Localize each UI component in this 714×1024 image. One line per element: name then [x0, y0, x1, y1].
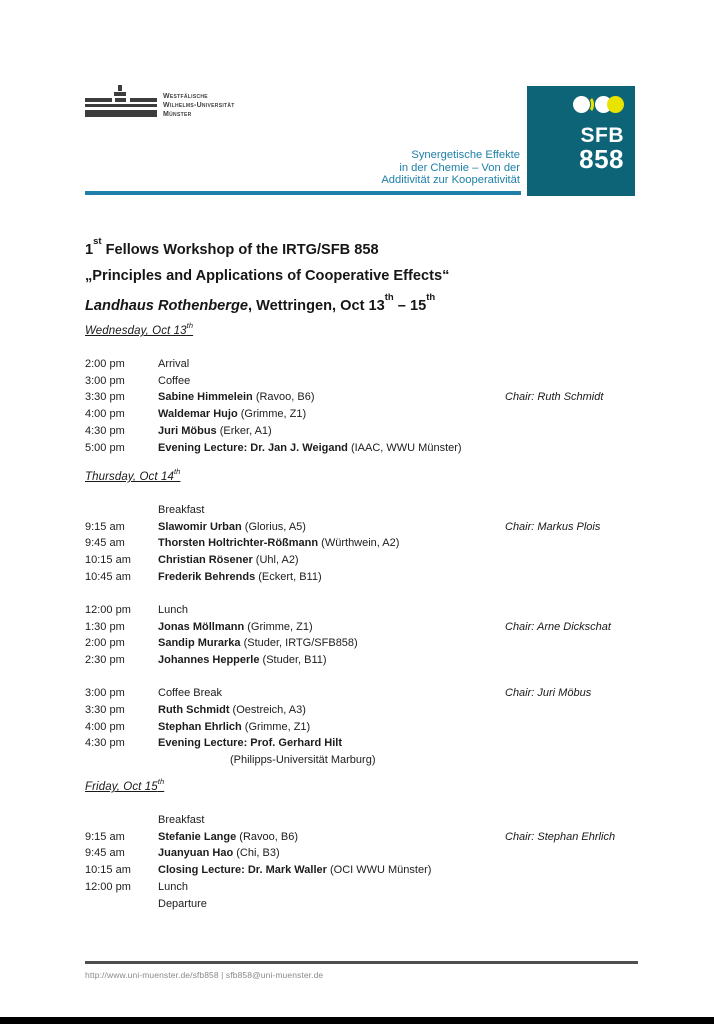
- activity-label: Lunch: [158, 881, 188, 894]
- speaker-name: Sandip Murarka: [158, 637, 241, 650]
- activity-cell: [158, 389, 505, 406]
- time-cell: 12:00 pm: [85, 603, 131, 616]
- activity-cell: [158, 406, 505, 423]
- time-cell: 3:00 pm: [85, 374, 125, 387]
- speaker-detail: (Studer, IRTG/SFB858): [240, 637, 358, 650]
- speaker-detail: (IAAC, WWU Münster): [347, 441, 462, 454]
- chair-cell: [505, 845, 657, 862]
- sfb-circles-icon: [527, 95, 624, 114]
- time-cell: 9:15 am: [85, 830, 125, 843]
- speaker-name: Evening Lecture: Prof. Gerhard Hilt: [158, 737, 342, 750]
- schedule-block: [85, 812, 657, 913]
- activity-label: Arrival: [158, 357, 190, 370]
- time-cell: 4:00 pm: [85, 720, 125, 733]
- activity-label: Coffee: [158, 374, 191, 387]
- activity-label: Breakfast: [158, 813, 205, 826]
- speaker-name: Stephan Ehrlich: [158, 720, 242, 733]
- activity-cell: [158, 735, 505, 752]
- activity-label: Departure: [158, 897, 207, 910]
- time-cell: 9:15 am: [85, 520, 125, 533]
- speaker-name: Juri Möbus: [158, 425, 217, 438]
- university-name-line: Westfälische: [163, 93, 208, 100]
- schedule-row: [85, 812, 657, 829]
- activity-cell: [158, 373, 505, 390]
- activity-cell: [158, 519, 505, 536]
- time-cell: 2:30 pm: [85, 654, 125, 667]
- time-cell: 10:45 am: [85, 571, 131, 584]
- chair-cell: [505, 719, 657, 736]
- speaker-name: Waldemar Hujo: [158, 408, 238, 421]
- chair-cell: [505, 812, 657, 829]
- activity-cell: [158, 862, 505, 879]
- time-cell: 9:45 am: [85, 847, 125, 860]
- activity-cell: [158, 812, 505, 829]
- time-cell: [85, 812, 158, 829]
- speaker-detail: (Grimme, Z1): [237, 408, 307, 421]
- chair-cell: [505, 440, 657, 457]
- sfb-tagline: [381, 149, 520, 187]
- activity-label: (Philipps-Universität Marburg): [230, 754, 376, 767]
- day-schedule: [85, 356, 657, 457]
- time-cell: 2:00 pm: [85, 357, 125, 370]
- chair-cell: Chair: Ruth Schmidt: [505, 391, 604, 404]
- yellow-crescent-icon: [583, 96, 594, 113]
- schedule-day-thursday: [85, 468, 657, 769]
- speaker-name: Evening Lecture: Dr. Jan J. Weigand: [158, 441, 348, 454]
- schedule-row: [85, 685, 657, 702]
- activity-label: Breakfast: [158, 503, 205, 516]
- chair-cell: [505, 862, 657, 879]
- schedule-row: [85, 423, 657, 440]
- speaker-detail: (Ravoo, B6): [252, 391, 315, 404]
- schedule-row: [85, 602, 657, 619]
- page-bottom-edge: [0, 1017, 714, 1024]
- university-name: [163, 92, 235, 119]
- speaker-detail: (Eckert, B11): [255, 571, 322, 584]
- schedule-day-friday: [85, 778, 657, 913]
- activity-cell: [158, 423, 505, 440]
- schedule-row: [85, 879, 657, 896]
- schedule-row: [85, 619, 657, 636]
- speaker-name: Slawomir Urban: [158, 520, 242, 533]
- activity-cell: [158, 502, 505, 519]
- chair-cell: [505, 652, 657, 669]
- chair-cell: Chair: Arne Dickschat: [505, 620, 611, 633]
- activity-cell: [158, 752, 505, 769]
- chair-cell: [505, 879, 657, 896]
- schedule-row: [85, 356, 657, 373]
- time-cell: 3:30 pm: [85, 391, 125, 404]
- activity-label: Coffee Break: [158, 687, 223, 699]
- time-cell: [85, 752, 158, 769]
- speaker-detail: (OCI WWU Münster): [326, 864, 432, 877]
- speaker-name: Thorsten Holtrichter-Rößmann: [158, 537, 319, 550]
- speaker-name: Frederik Behrends: [158, 571, 256, 584]
- speaker-detail: (Ravoo, B6): [236, 830, 298, 843]
- yellow-circle-icon: [607, 96, 624, 113]
- tagline-line: Synergetische Effekte: [411, 149, 520, 161]
- schedule-row: [85, 719, 657, 736]
- chair-cell: [505, 569, 657, 586]
- time-cell: 3:00 pm: [85, 687, 125, 699]
- sfb-acronym: SFB: [580, 124, 624, 147]
- time-cell: 5:00 pm: [85, 441, 125, 454]
- title-line-3: Landhaus Rothenberge, Wettringen, Oct 13th – 15th: [85, 291, 436, 315]
- chair-cell: Chair: Juri Möbus: [505, 687, 592, 699]
- chair-cell: [505, 535, 657, 552]
- day-header: Wednesday, Oct 13th: [85, 321, 194, 337]
- time-cell: 2:00 pm: [85, 637, 125, 650]
- speaker-detail: (Chi, B3): [233, 847, 280, 860]
- venue-name: Landhaus Rothenberge: [85, 298, 248, 315]
- chair-cell: [505, 752, 657, 769]
- time-cell: 4:30 pm: [85, 737, 125, 750]
- chair-cell: [505, 896, 657, 913]
- schedule-block: [85, 502, 657, 586]
- schedule-block: [85, 602, 657, 669]
- activity-cell: [158, 829, 505, 846]
- activity-cell: [158, 535, 505, 552]
- university-logo: [85, 85, 157, 118]
- speaker-detail: (Grimme, Z1): [241, 720, 311, 733]
- schedule-row: [85, 569, 657, 586]
- schedule-row: [85, 896, 657, 913]
- title-line-2: „Principles and Applications of Cooperative Effects“: [85, 268, 450, 285]
- activity-cell: [158, 602, 505, 619]
- logo-bar-icon: [130, 98, 157, 102]
- speaker-name: Jonas Möllmann: [158, 620, 245, 633]
- activity-cell: [158, 702, 505, 719]
- logo-bar-icon: [85, 98, 112, 102]
- university-name-line: Münster: [163, 111, 192, 118]
- tagline-line: in der Chemie – Von der: [399, 161, 520, 174]
- schedule-row: [85, 502, 657, 519]
- day-schedule: [85, 502, 657, 769]
- speaker-name: Johannes Hepperle: [158, 654, 260, 667]
- schedule-row: [85, 389, 657, 406]
- schedule-row: [85, 552, 657, 569]
- activity-cell: [158, 635, 505, 652]
- university-name-line: Wilhelms-Universität: [163, 102, 235, 109]
- speaker-detail: (Würthwein, A2): [318, 537, 400, 550]
- activity-cell: [158, 652, 505, 669]
- activity-cell: [158, 552, 505, 569]
- speaker-detail: (Glorius, A5): [241, 520, 306, 533]
- chair-cell: [505, 356, 657, 373]
- activity-cell: [158, 896, 505, 913]
- logo-bar-icon: [85, 110, 157, 117]
- speaker-detail: (Studer, B11): [259, 654, 327, 667]
- speaker-name: Closing Lecture: Dr. Mark Waller: [158, 864, 327, 877]
- chair-cell: [505, 635, 657, 652]
- speaker-detail: (Uhl, A2): [252, 554, 299, 567]
- speaker-detail: (Erker, A1): [216, 425, 272, 438]
- activity-cell: [158, 356, 505, 373]
- day-header: Thursday, Oct 14th: [85, 467, 181, 483]
- schedule-row: [85, 373, 657, 390]
- time-cell: 1:30 pm: [85, 620, 125, 633]
- schedule-block: [85, 356, 657, 457]
- footer-divider: [85, 961, 638, 964]
- schedule-row: [85, 519, 657, 536]
- time-cell: 9:45 am: [85, 537, 125, 550]
- title-line-1: 1st Fellows Workshop of the IRTG/SFB 858: [85, 235, 379, 258]
- schedule-block: [85, 685, 657, 769]
- time-cell: 4:00 pm: [85, 408, 125, 421]
- activity-cell: [158, 685, 505, 702]
- time-cell: 4:30 pm: [85, 425, 125, 438]
- activity-cell: [158, 619, 505, 636]
- time-cell: [85, 502, 158, 519]
- logo-tower-icon: [118, 85, 122, 91]
- chair-cell: [505, 423, 657, 440]
- activity-cell: [158, 569, 505, 586]
- speaker-name: Christian Rösener: [158, 554, 253, 567]
- time-cell: 12:00 pm: [85, 881, 131, 894]
- chair-cell: [505, 735, 657, 752]
- schedule-row: [85, 702, 657, 719]
- chair-cell: [505, 502, 657, 519]
- chair-cell: Chair: Markus Plois: [505, 520, 601, 533]
- schedule-day-wednesday: [85, 322, 657, 457]
- speaker-name: Ruth Schmidt: [158, 703, 230, 716]
- time-cell: 10:15 am: [85, 554, 131, 567]
- day-schedule: [85, 812, 657, 913]
- schedule-row: [85, 862, 657, 879]
- logo-bar-icon: [85, 104, 157, 107]
- time-cell: 3:30 pm: [85, 703, 125, 716]
- footer-contact: http://www.uni-muenster.de/sfb858 | sfb858@uni-muenster.de: [85, 970, 324, 980]
- speaker-detail: (Oestreich, A3): [229, 703, 306, 716]
- schedule-row: [85, 735, 657, 752]
- chair-cell: [505, 602, 657, 619]
- sfb-number: 858: [579, 144, 624, 174]
- schedule-row: [85, 652, 657, 669]
- schedule-row: [85, 440, 657, 457]
- speaker-detail: (Grimme, Z1): [244, 620, 313, 633]
- activity-cell: [158, 440, 505, 457]
- speaker-name: Sabine Himmelein: [158, 391, 253, 404]
- time-cell: 10:15 am: [85, 864, 131, 877]
- activity-cell: [158, 879, 505, 896]
- logo-tower-base-icon: [114, 92, 126, 96]
- sfb-logo-box: [527, 86, 635, 196]
- speaker-name: Stefanie Lange: [158, 830, 237, 843]
- speaker-name: Juanyuan Hao: [158, 847, 234, 860]
- header-divider: [85, 191, 521, 195]
- logo-bar-icon: [115, 98, 126, 102]
- chair-cell: [505, 702, 657, 719]
- activity-cell: [158, 845, 505, 862]
- chair-cell: [505, 373, 657, 390]
- document-title: [85, 233, 449, 319]
- schedule-row: [85, 845, 657, 862]
- schedule-row: [85, 752, 657, 769]
- schedule-row: [85, 406, 657, 423]
- time-cell: [85, 896, 158, 913]
- tagline-line: Additivität zur Kooperativität: [381, 174, 520, 186]
- activity-label: Lunch: [158, 603, 188, 616]
- chair-cell: Chair: Stephan Ehrlich: [505, 830, 616, 843]
- schedule-row: [85, 635, 657, 652]
- schedule-row: [85, 829, 657, 846]
- activity-cell: [158, 719, 505, 736]
- chair-cell: [505, 406, 657, 423]
- day-header: Friday, Oct 15th: [85, 777, 165, 793]
- schedule-row: [85, 535, 657, 552]
- chair-cell: [505, 552, 657, 569]
